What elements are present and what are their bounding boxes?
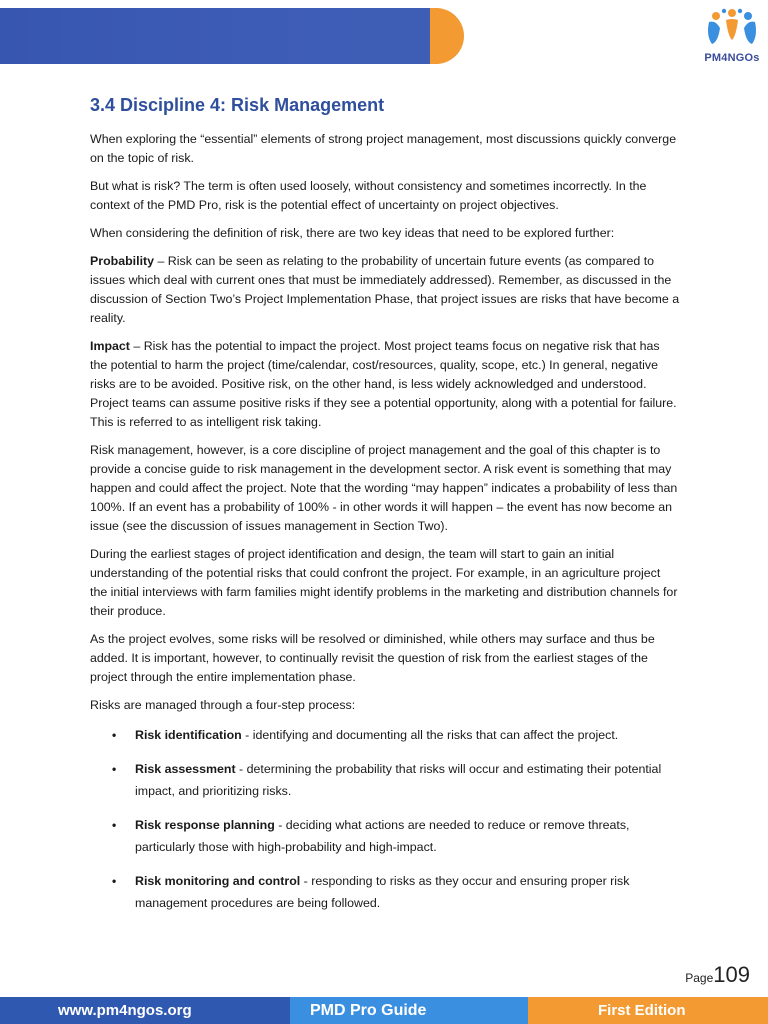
people-logo-icon (696, 6, 768, 52)
page-number-value: 109 (713, 962, 750, 987)
footer-edition: First Edition (598, 1002, 686, 1019)
paragraph: When considering the definition of risk, there are two key ideas that need to be explored further: (90, 226, 615, 240)
page-number (685, 962, 750, 988)
step-text: - deciding what actions are needed to reduce or remove threats, particularly those with high-probability and high-impact. (135, 818, 630, 854)
list-item (90, 870, 680, 914)
header-banner (0, 8, 462, 64)
footer (0, 997, 768, 1024)
header-banner-accent (430, 8, 464, 64)
step-term: Risk monitoring and control (135, 874, 301, 888)
paragraph: Risks are managed through a four-step process: (90, 698, 356, 712)
paragraph: During the earliest stages of project identification and design, the team will start to gain an initial understanding of the potential risks that could confront the project. For example, in an agriculture project the initial interviews with farm families might identify problems in the marketing and distribution channels for their produce. (90, 547, 678, 618)
logo-text: PM4NGOs (704, 52, 760, 64)
bullet: • (112, 818, 117, 832)
list-item (90, 724, 680, 746)
bullet: • (112, 728, 117, 742)
probability-definition (90, 252, 680, 328)
step-term: Risk identification (135, 728, 242, 742)
list-item (90, 814, 680, 858)
bullet: • (112, 874, 117, 888)
impact-definition (90, 337, 680, 432)
step-text: - identifying and documenting all the risks that can affect the project. (241, 728, 619, 742)
section-title: 3.4 Discipline 4: Risk Management (90, 95, 385, 115)
definition-text: – Risk can be seen as relating to the probability of uncertain future events (as compared to issues which deal with current ones that must be immediately addressed). Remember, as discussed in the discussion of Section Two’s Project Implementation Phase, that project issues are risks that have become a reality. (90, 254, 680, 325)
step-text: - responding to risks as they occur and ensuring proper risk management procedures are being followed. (135, 874, 630, 910)
main-content (90, 92, 680, 926)
step-text: - determining the probability that risks will occur and estimating their potential impact, and prioritizing risks. (135, 762, 662, 798)
paragraph: As the project evolves, some risks will be resolved or diminished, while others may surface and thus be added. It is important, however, to continually revisit the question of risk from the earliest stages of the project through the entire implementation phase. (90, 632, 655, 684)
pm4ngos-logo (696, 6, 768, 66)
step-term: Risk assessment (135, 762, 236, 776)
paragraph: When exploring the “essential” elements of strong project management, most discussions quickly converge on the topic of risk. (90, 132, 677, 165)
risk-process-list (90, 724, 680, 914)
bullet: • (112, 762, 117, 776)
page-label: Page (685, 971, 714, 985)
footer-guide-title: PMD Pro Guide (310, 1002, 427, 1019)
list-item (90, 758, 680, 802)
definition-text: – Risk has the potential to impact the project. Most project teams focus on negative risk that has the potential to harm the project (time/calendar, cost/resources, quality, scope, etc.) In general, negative risks are to be avoided. Positive risk, on the other hand, is less widely acknowledged and understood. Project teams can assume positive risks if they see a potential opportunity, along with a potential for failure. This is referred to as intelligent risk taking. (90, 339, 677, 429)
paragraph: Risk management, however, is a core discipline of project management and the goal of this chapter is to provide a concise guide to risk management in the development sector. A risk event is something that may happen and could affect the project. Note that the wording “may happen” indicates a probability of less than 100%. If an event has a probability of 100% - in other words it will happen – the event has now become an issue (see the discussion of issues management in Section Two). (90, 443, 678, 533)
definition-term: Probability (90, 254, 155, 268)
step-term: Risk response planning (135, 818, 275, 832)
definition-term: Impact (90, 339, 130, 353)
footer-website-link[interactable]: www.pm4ngos.org (58, 1002, 192, 1019)
paragraph: But what is risk? The term is often used loosely, without consistency and sometimes incorrectly. In the context of the PMD Pro, risk is the potential effect of uncertainty on project objectives. (90, 179, 647, 212)
